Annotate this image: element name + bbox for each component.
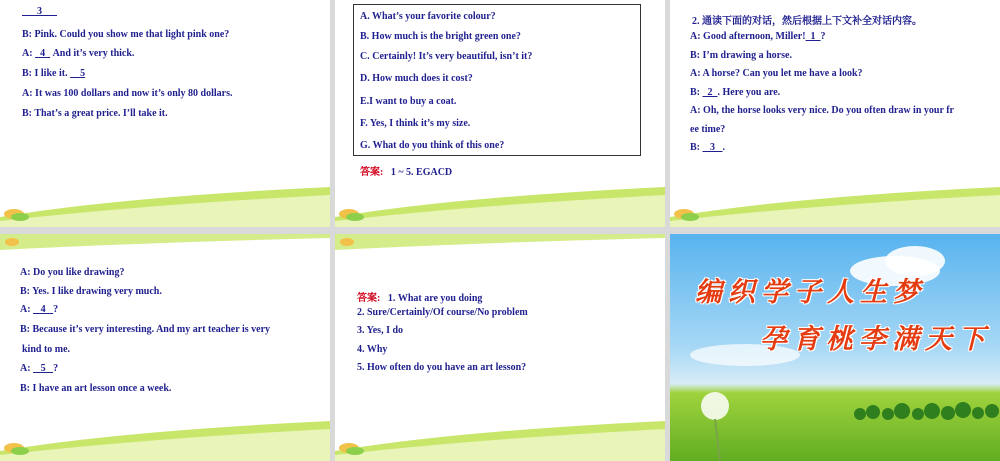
option-g: G. What do you think of this one?	[360, 140, 505, 151]
option-e: E.I want to buy a coat.	[360, 96, 457, 107]
answer-line: 5. How often do you have an art lesson?	[357, 362, 527, 373]
green-swoosh-decoration	[670, 187, 1000, 227]
slide-4[interactable]	[0, 234, 330, 461]
answer-line: 2. Sure/Certainly/Of course/No problem	[357, 307, 528, 318]
dialogue-line: A: 5 ?	[20, 363, 59, 374]
dialogue-line: B: Pink. Could you show me that light pink one?	[22, 29, 230, 40]
top-swoosh-decoration	[0, 234, 330, 252]
dialogue-line: B: 2 . Here you are.	[690, 87, 781, 98]
option-d: D. How much does it cost?	[360, 73, 473, 84]
dialogue-line: kind to me.	[22, 344, 71, 355]
dialogue-line: A: Good afternoon, Miller! 1 ?	[690, 31, 826, 42]
poem-line-1: 编织学子人生梦	[695, 277, 926, 308]
option-a: A. What’s your favorite colour?	[360, 11, 496, 22]
top-swoosh-decoration	[335, 234, 665, 252]
dialogue-line: A: A horse? Can you let me have a look?	[690, 68, 863, 79]
green-swoosh-decoration	[0, 187, 330, 227]
dialogue-line: B: That’s a great price. I’ll take it.	[22, 108, 168, 119]
slide-2[interactable]	[335, 0, 665, 227]
dialogue-line: B: I have an art lesson once a week.	[20, 383, 172, 394]
dialogue-line: A: 4 ?	[20, 304, 59, 315]
slide-5[interactable]	[335, 234, 665, 461]
answer-line: 答案: 1 ~ 5. EGACD	[360, 167, 453, 178]
slide-3[interactable]	[670, 0, 1000, 227]
dialogue-line: B: Yes. I like drawing very much.	[20, 286, 162, 297]
green-swoosh-decoration	[335, 187, 665, 227]
green-swoosh-decoration	[0, 421, 330, 461]
dialogue-line: ee time?	[690, 124, 726, 135]
dialogue-line: A: It was 100 dollars and now it’s only 80 dollars.	[22, 88, 233, 99]
dialogue-line: A: Do you like drawing?	[20, 267, 125, 278]
option-c: C. Certainly! It’s very beautiful, isn’t it?	[360, 51, 533, 62]
option-f: F. Yes, I think it’s my size.	[360, 118, 471, 129]
blank-3: 3	[37, 6, 42, 17]
dialogue-line: A: 4 And it’s very thick.	[22, 48, 135, 59]
poem-line-2: 孕育桃李满天下	[760, 324, 991, 355]
dialogue-line: B: I like it. 5	[22, 68, 86, 79]
instruction: 2. 通读下面的对话，然后根据上下文补全对话内容。	[692, 16, 922, 27]
option-b: B. How much is the bright green one?	[360, 31, 521, 42]
answer-line: 3. Yes, I do	[357, 325, 404, 336]
green-swoosh-decoration	[335, 421, 665, 461]
dialogue-line: B: 3 .	[690, 142, 725, 153]
answer-line: 答案: 1. What are you doing	[357, 293, 483, 304]
answer-line: 4. Why	[357, 344, 388, 355]
dandelion-icon	[690, 384, 750, 461]
slide-1[interactable]	[0, 0, 330, 227]
dialogue-line: B: I’m drawing a horse.	[690, 50, 792, 61]
dialogue-line: A: Oh, the horse looks very nice. Do you often draw in your fr	[690, 105, 954, 116]
slide-6[interactable]	[670, 234, 1000, 461]
dialogue-line: B: Because it’s very interesting. And my art teacher is very	[20, 324, 271, 335]
